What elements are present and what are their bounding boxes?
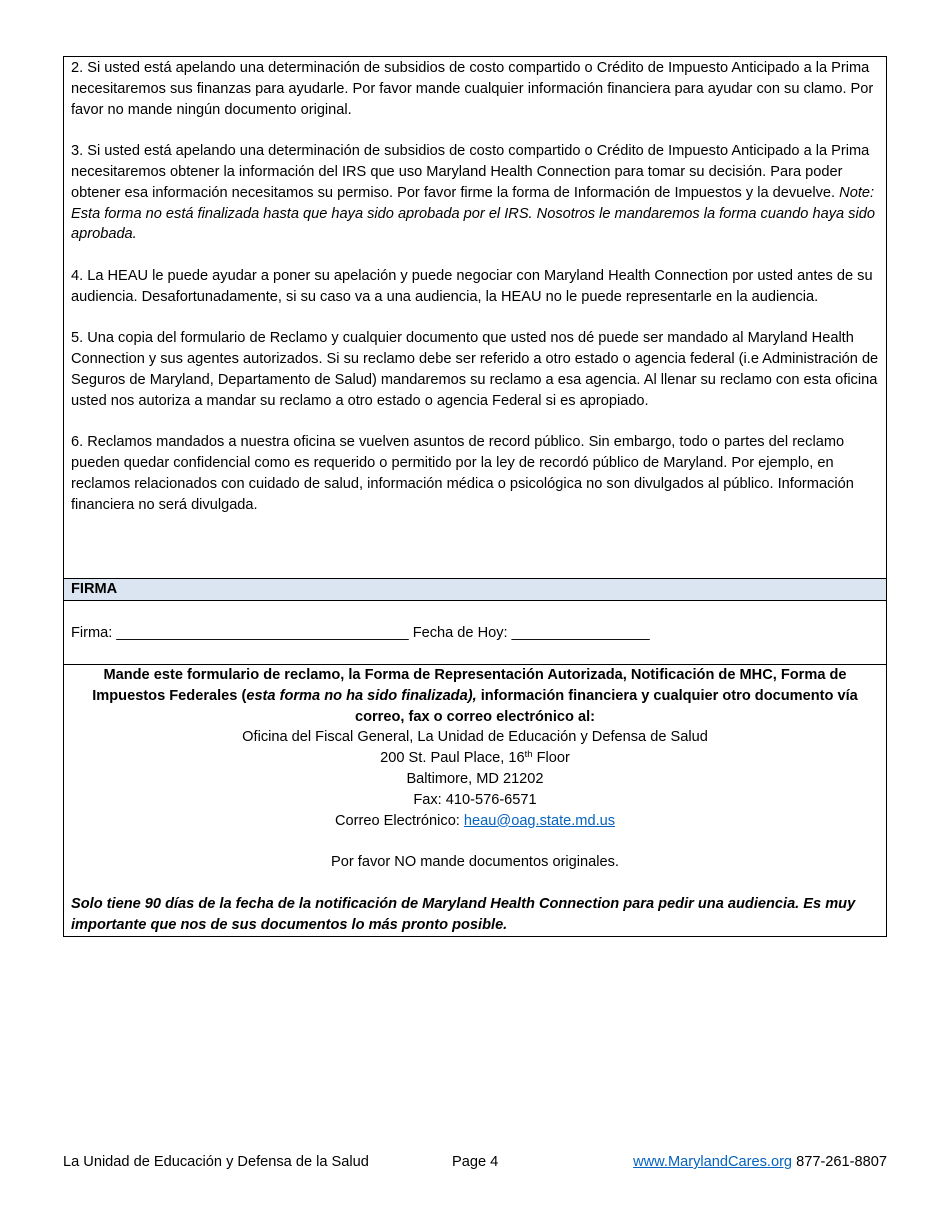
notes-section bbox=[64, 57, 886, 578]
website-link[interactable]: www.MarylandCares.org bbox=[633, 1154, 793, 1170]
note-3 bbox=[71, 141, 879, 245]
note-2: 2. Si usted está apelando una determinación de subsidios de costo compartido o Crédito de Impuesto Anticipado a la Prima necesitaremos sus finanzas para ayudarle. Por favor mande cualquier información financiera para ayudar con su clamo. Por favor no mande ningún documento original. bbox=[71, 60, 874, 118]
footer-unit-name: La Unidad de Educación y Defensa de la Salud bbox=[63, 1154, 369, 1170]
spacer bbox=[71, 873, 879, 894]
street-address-sup: th bbox=[524, 749, 533, 761]
page-footer bbox=[63, 1152, 887, 1174]
city-state-zip: Baltimore, MD 21202 bbox=[406, 770, 544, 787]
note-5: 5. Una copia del formulario de Reclamo y cualquier documento que usted nos dé puede ser mandado al Maryland Health Connection y sus agentes autorizados. Si su reclamo debe ser referido a otro estado o agencia federal (i.e Administración de Seguros de Maryland, Departamento de Salud) mandaremos su reclamo a esa agencia. Al llenar su reclamo con esta oficina usted nos autoriza a mandar su reclamo a otro estado o agencia Federal si es apropiado. bbox=[71, 330, 879, 409]
deadline-note: Solo tiene 90 días de la fecha de la notificación de Maryland Health Connection para pedir una audiencia. Es muy importante que nos de sus documentos lo más pronto posible. bbox=[71, 895, 856, 933]
street-address bbox=[71, 748, 879, 769]
email-label: Correo Electrónico: bbox=[334, 812, 464, 829]
page-number: Page 4 bbox=[452, 1154, 499, 1170]
fax-number: Fax: 410-576-6571 bbox=[413, 791, 537, 808]
mail-intro-a: Mande este formulario de reclamo, la Forma de Representación Autorizada, Notificación de MHC, Forma de Impuestos Federales ( bbox=[92, 667, 847, 704]
footer-contact bbox=[633, 1152, 887, 1173]
mail-intro-b: información financiera y cualquier otro documento vía correo, fax o correo electrónico al: bbox=[354, 687, 858, 725]
office-name: Oficina del Fiscal General, La Unidad de Educación y Defensa de Salud bbox=[242, 729, 708, 746]
mail-intro-italic: esta forma no ha sido finalizada), bbox=[246, 687, 477, 704]
date-label: Fecha de Hoy: bbox=[412, 625, 508, 641]
date-field[interactable]: _________________ bbox=[511, 625, 650, 641]
spacer bbox=[71, 831, 879, 852]
note-6: 6. Reclamos mandados a nuestra oficina se vuelven asuntos de record público. Sin embargo, todo o partes del reclamo pueden quedar confidencial como es requerido o permitido por la ley de recordó público de Maryland. Por ejemplo, en reclamos relacionados con cuidado de salud, información médica o psicológica no son divulgados al público. Información financiera no será divulgada. bbox=[71, 434, 854, 513]
signature-field[interactable]: ____________________________________ bbox=[116, 625, 409, 641]
mailing-instructions bbox=[64, 664, 886, 936]
note-4: 4. La HEAU le puede ayudar a poner su apelación y puede negociar con Maryland Health Connection por usted antes de su audiencia. Desafortunadamente, si su caso va a una audiencia, la HEAU no le puede representarle en la audiencia. bbox=[71, 267, 873, 305]
firma-header: FIRMA bbox=[64, 578, 886, 601]
street-address-number: 200 St. Paul Place, 16 bbox=[380, 750, 525, 767]
email-link[interactable]: heau@oag.state.md.us bbox=[463, 812, 616, 829]
footer-phone: 877-261-8807 bbox=[792, 1154, 887, 1170]
street-address-floor: Floor bbox=[532, 750, 570, 767]
email-line bbox=[71, 811, 879, 832]
note-3-italic: Note: Esta forma no está finalizada hasta que haya sido aprobada por el IRS. Nosotros le mandaremos la forma cuando haya sido aprobada. bbox=[71, 184, 875, 243]
signature-label: Firma: bbox=[71, 625, 113, 641]
no-originals-note: Por favor NO mande documentos originales. bbox=[331, 854, 619, 871]
mail-intro bbox=[71, 665, 879, 727]
signature-row bbox=[64, 601, 886, 664]
note-3-text: 3. Si usted está apelando una determinación de subsidios de costo compartido o Crédito de Impuesto Anticipado a la Prima necesitaremos obtener la información del IRS que uso Maryland Health Connection para tomar su decisión. Para poder obtener esa información necesitamos su permiso. Por favor firme la forma de Información de Impuestos y la devuelve. bbox=[71, 143, 870, 201]
form-section-box bbox=[63, 56, 887, 937]
